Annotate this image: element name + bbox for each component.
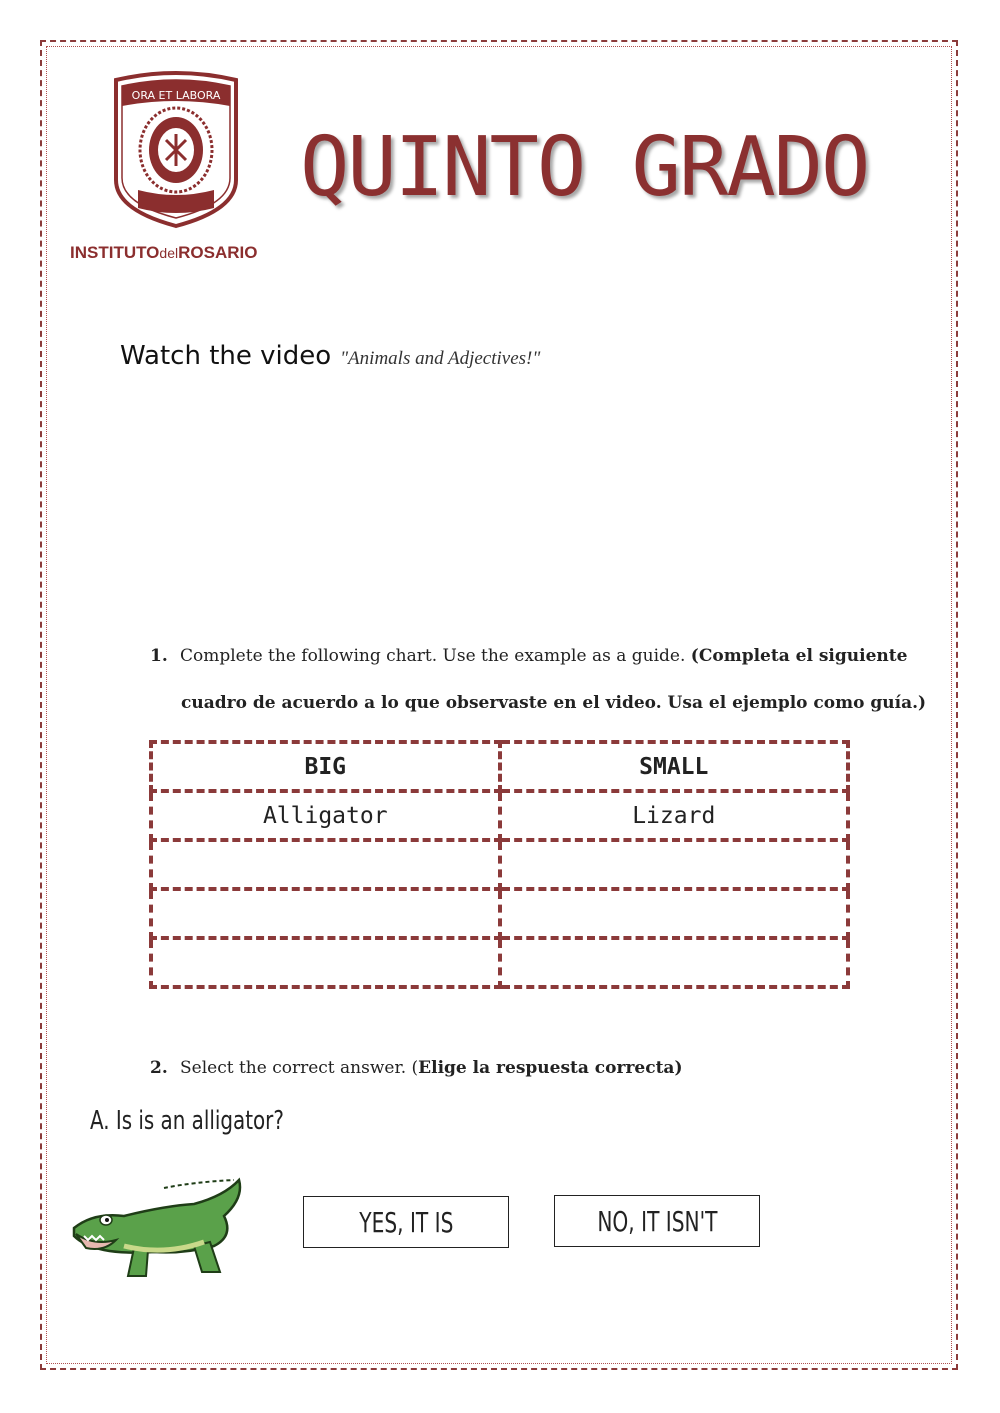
watch-video-line xyxy=(120,338,540,371)
exercise1-text-es2: cuadro de acuerdo a lo que observaste en el video. Usa el ejemplo como guía.) xyxy=(181,693,927,713)
table-row xyxy=(151,889,848,938)
cell-small-input[interactable] xyxy=(500,840,849,889)
school-name-part2: del xyxy=(159,245,179,261)
answer-yes-button[interactable] xyxy=(303,1196,509,1248)
big-small-chart xyxy=(149,740,850,989)
exercise2-text: Select the correct answer. ( xyxy=(180,1058,419,1078)
cell-small: Lizard xyxy=(500,791,849,840)
cell-big: Alligator xyxy=(151,791,500,840)
table-header-row xyxy=(151,742,848,791)
cell-small-input[interactable] xyxy=(500,889,849,938)
cell-big-input[interactable] xyxy=(151,938,500,987)
exercise1-instruction-line2 xyxy=(181,693,926,713)
header-small: SMALL xyxy=(500,742,849,791)
exercise2-text-es: Elige la respuesta correcta) xyxy=(418,1058,683,1078)
school-name-part1: INSTITUTO xyxy=(70,243,160,262)
answer-yes-label: YES, IT IS xyxy=(358,1205,454,1239)
school-crest-logo xyxy=(108,70,244,230)
table-row xyxy=(151,840,848,889)
watch-label: Watch the video xyxy=(120,341,332,371)
exercise1-text: Complete the following chart. Use the example as a guide. xyxy=(180,646,686,666)
cell-small-input[interactable] xyxy=(500,938,849,987)
exercise1-text-es1: (Completa el siguiente xyxy=(690,646,908,666)
exercise1-instruction xyxy=(150,646,907,666)
header-big: BIG xyxy=(151,742,500,791)
answer-no-button[interactable] xyxy=(554,1195,760,1247)
question-a: A. Is is an alligator? xyxy=(90,1106,284,1136)
exercise2-number: 2. xyxy=(150,1058,168,1078)
school-name xyxy=(70,243,285,263)
alligator-image xyxy=(64,1176,250,1286)
answer-no-label: NO, IT ISN'T xyxy=(596,1204,718,1238)
table-row xyxy=(151,938,848,987)
table-row xyxy=(151,791,848,840)
logo-motto: ORA ET LABORA xyxy=(131,89,221,102)
page-title: QUINTO GRADO xyxy=(300,120,869,215)
exercise1-number: 1. xyxy=(150,646,168,666)
video-title: "Animals and Adjectives!" xyxy=(340,348,541,369)
cell-big-input[interactable] xyxy=(151,840,500,889)
school-name-part3: ROSARIO xyxy=(178,243,258,262)
exercise2-instruction xyxy=(150,1058,683,1078)
cell-big-input[interactable] xyxy=(151,889,500,938)
